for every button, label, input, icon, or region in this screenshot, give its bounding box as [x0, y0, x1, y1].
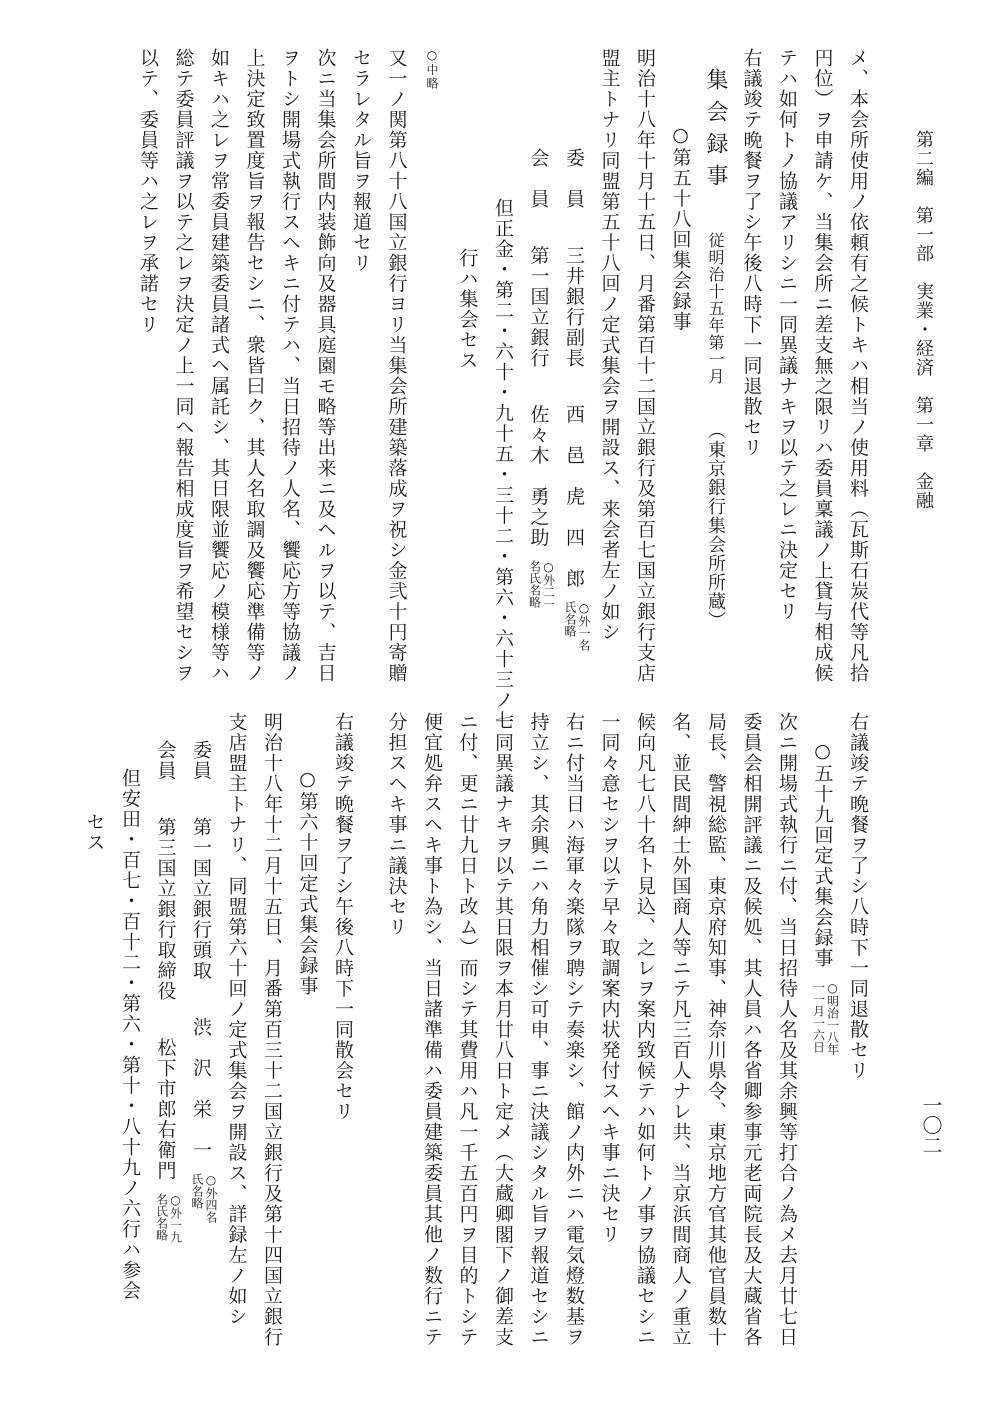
attendee-name: 渋 沢 栄 一	[190, 1017, 212, 1161]
text-line: 右議竣テ晩餐ヲ了シ午後八時下一同退散セリ	[740, 48, 763, 458]
section-title: 集会録事	[703, 68, 728, 196]
text-line: 次ニ当集会所間内装飾向及器具庭園モ略等出来ニ及ヘルヲ以テ、吉日	[314, 48, 337, 684]
text-line: テハ如何トノ協議アリシニ一同異議ナキヲ以テ之レニ決定セリ	[776, 48, 798, 622]
text-line: 右ニ付当日ハ海軍々楽隊ヲ聘シテ奏楽シ、館ノ内外ニハ電気燈数基ヲ	[563, 712, 585, 1348]
text-line: 便宜処弁スヘキ事ト為シ、当日諸準備ハ委員建築委員其他ノ数行ニテ	[421, 712, 443, 1348]
meeting-title: ○第六十回定式集会録事	[296, 768, 319, 997]
text-line: 以テ、委員等ハ之レヲ承諾セリ	[137, 48, 159, 335]
meeting-title: ○五十九回定式集会録事○明治一八年 一一月一六日	[811, 740, 840, 1055]
text-line: 右議竣テ晩餐ヲ了シ午後八時下一同散会セリ	[332, 712, 354, 1122]
attendee-org: 第三国立銀行取締役	[154, 817, 177, 1002]
text-line: 局長、警視総監、東京府知事、神奈川県令、東京地方官其他官員数十	[705, 712, 727, 1348]
text-line: ヲトシ開場式執行スヘキニ付テハ、当日招待ノ人名、饗応方等協議ノ	[279, 48, 301, 684]
text-line: 又一ノ関第八十八国立銀行ヨリ当集会所建築落成ヲ祝シ金弐十円寄贈	[385, 48, 408, 684]
text-line: 盟主トナリ同盟第五十八回ノ定式集会ヲ開設ス、来会者左ノ如シ	[598, 48, 621, 643]
attendee-role: 委員	[190, 740, 212, 781]
omission-mark: ○中略	[425, 48, 439, 91]
attendee-row	[183, 712, 219, 1352]
running-header: 第二編 第一部 実業・経済 第一章 金融	[913, 130, 934, 510]
text-line: 支店盟主トナリ、同盟第六十回ノ定式集会ヲ開設ス、詳録左ノ如シ	[225, 712, 248, 1327]
text-line: 委員会相開評議ニ及候処、其人員ハ各省卿参事元老両院長及大蔵省各	[740, 712, 763, 1348]
text-line: セラレタル旨ヲ報道セリ	[350, 48, 372, 274]
attendee-name: 佐々木 勇之助	[527, 404, 550, 548]
attendee-note: ○外一九 名氏名略	[154, 1193, 183, 1243]
attendee-role: 会員	[154, 740, 177, 781]
text-line: 持立シ、其余興ニハ角力相催シ可申、事ニ決議シタル旨ヲ報道セシニ	[527, 712, 550, 1348]
absent-line: セス	[83, 812, 106, 853]
attendee-org: 三井銀行副長	[563, 245, 585, 369]
absent-line: 行ハ集会セス	[456, 248, 479, 371]
attendee-role: 会 員	[527, 148, 550, 210]
text-line: 名、並民間紳士外国商人等ニテ凡三百人ナレ共、当京浜間商人ノ重立	[669, 712, 692, 1348]
text-line: 円位）ヲ申請ケ、当集会所ニ差支無之限リハ委員稟議ノ上貸与相成候	[811, 48, 834, 684]
text-line: 分担スヘキ事ニ議決セリ	[385, 712, 408, 938]
text-line: 明治十八年十二月十五日、月番第百三十二国立銀行及第十四国立銀行	[261, 712, 283, 1348]
attendee-row	[147, 712, 183, 1352]
attendee-org: 第一国立銀行	[527, 245, 550, 369]
text-line: メ、本会所使用ノ依頼有之候トキハ相当ノ使用料（瓦斯石炭代等凡拾	[847, 48, 869, 684]
attendee-note: ○外一名 氏名略	[563, 601, 591, 651]
text-line: 明治十八年十月十五日、月番第百十二国立銀行及第百七国立銀行支店	[634, 48, 656, 684]
bottom-right-text-block	[370, 712, 875, 1352]
text-line: ニ付、更ニ廿九日ト改ム）而シテ其費用ハ凡一千五百円ヲ目的トシテ	[456, 712, 479, 1348]
meeting-date-note: ○明治一八年 一一月一六日	[811, 980, 840, 1055]
top-text-block	[70, 48, 875, 731]
text-line: 一同異議ナキヲ以テ其日限ヲ本月廿八日ト定メ（大蔵卿閣下ノ御差支	[492, 712, 514, 1348]
absent-line: 但安田・百七・百十二・第六・第十・八十九ノ六行ハ参会	[119, 768, 141, 1301]
text-line: 上決定致置度旨ヲ報告セシニ、衆皆曰ク、其人名取調及饗応準備等ノ	[243, 48, 266, 684]
text-line: 総テ委員評議ヲ以テ之レヲ決定ノ上一同ヘ報告相成度旨ヲ希望セシヲ	[172, 48, 195, 684]
source-archive: （東京銀行集会所所蔵）	[705, 421, 726, 630]
bottom-left-text-block	[70, 712, 360, 1352]
text-line: 候向凡七八十名ト見込、之レヲ案内致候テハ如何トノ事ヲ協議セシニ	[634, 712, 656, 1348]
text-line: 右議竣テ晩餐ヲ了シ八時下一同退散セリ	[847, 712, 869, 1081]
attendee-org: 第一国立銀行頭取	[190, 817, 212, 981]
text-line: 如キハ之レヲ常委員建築委員諸式ヘ属託シ、其日限並饗応ノ模様等ハ	[208, 48, 230, 684]
text-line: 次ニ開場式執行ニ付、当日招待人名及其余興等打合ノ為メ去月廿七日	[776, 712, 798, 1348]
attendee-row	[520, 48, 556, 648]
attendee-name: 松下市郎右衛門	[154, 1037, 177, 1181]
absent-line: 但正金・第二・六十・九十五・三十二・第六・六十三ノ七	[492, 198, 514, 731]
attendee-note: ○外四名 氏名略	[190, 1172, 218, 1223]
attendee-role: 委 員	[563, 148, 585, 210]
meeting-title: ○第五十八回集会録事	[669, 124, 692, 332]
attendee-note: ○外二一 名氏名略	[527, 560, 556, 610]
source-period: 従明治十五年第一月	[706, 232, 725, 385]
page-number: 一〇二	[919, 1095, 943, 1155]
section-heading	[698, 48, 734, 648]
attendee-name: 西 邑 虎 四 郎	[563, 404, 585, 589]
text-line: 一同々意セシヲ以テ早々取調案内状発付スヘキ事ニ決セリ	[598, 712, 621, 1245]
attendee-row	[556, 48, 592, 651]
